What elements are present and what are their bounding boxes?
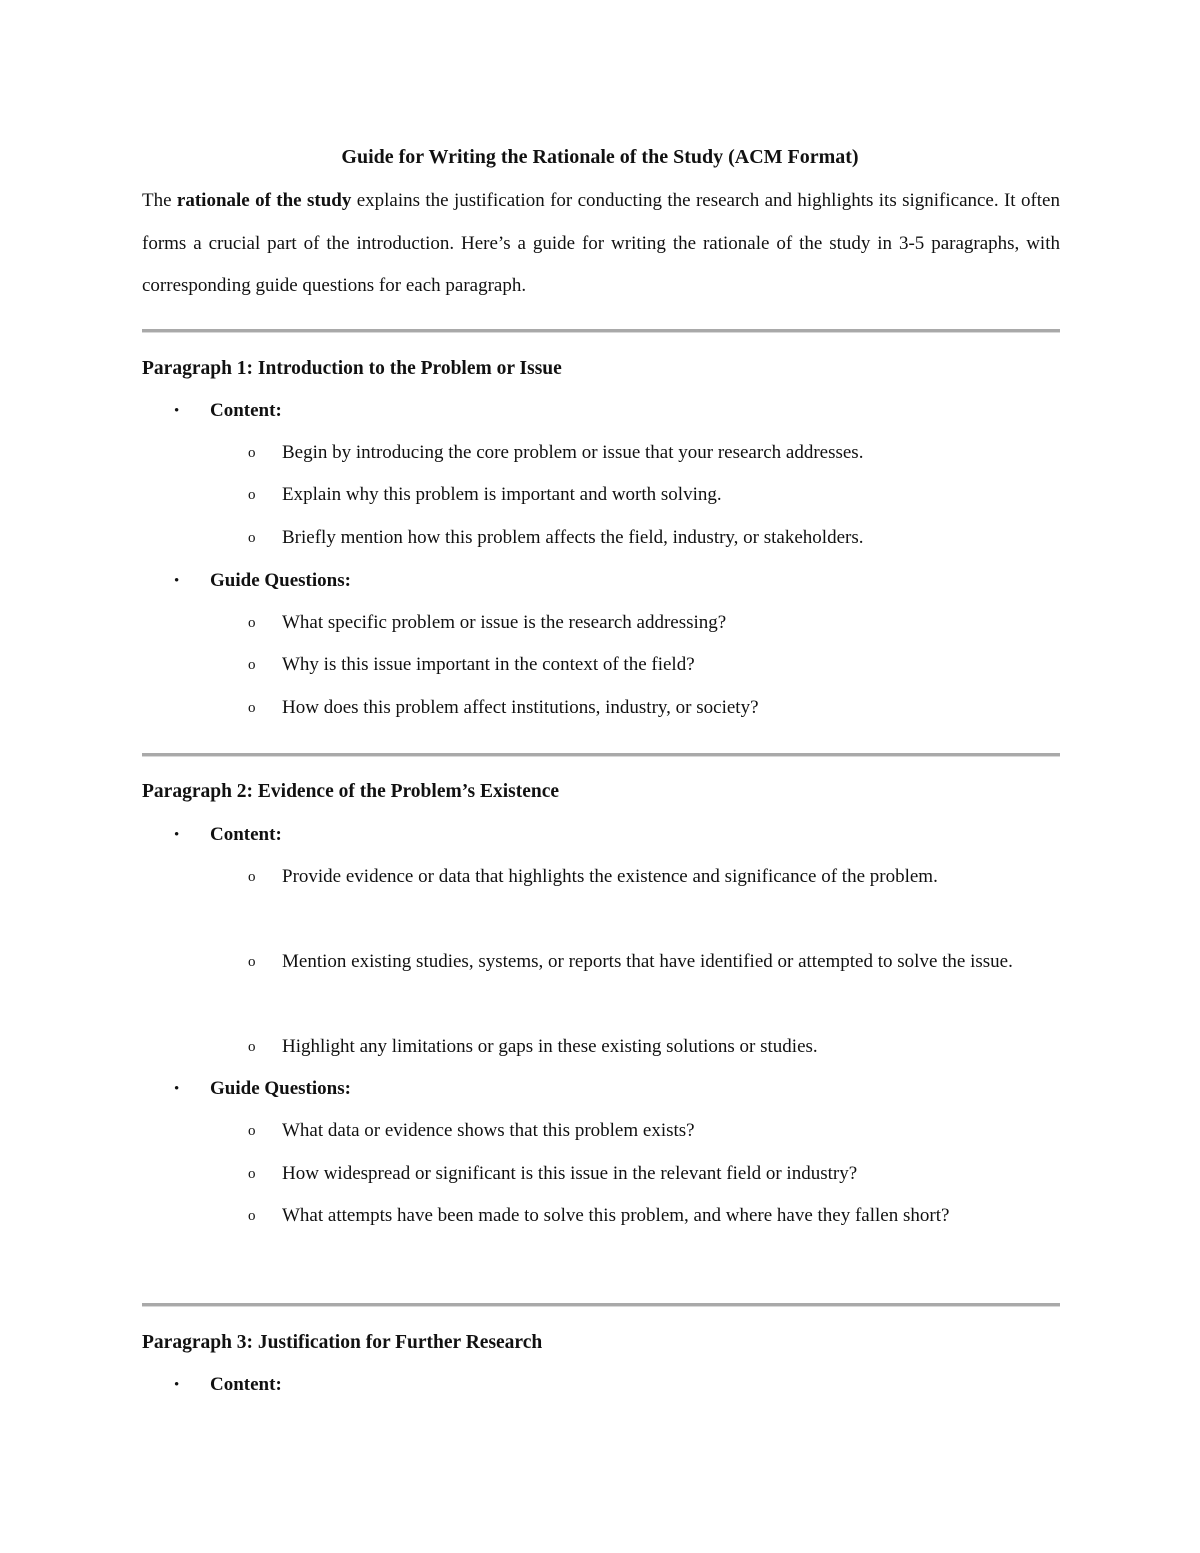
sub-bullet-marker: o xyxy=(248,700,256,716)
sub-bullet-marker: o xyxy=(248,1166,256,1182)
bullet-marker: • xyxy=(174,1377,180,1393)
sub-bullet-marker: o xyxy=(248,615,256,631)
list-item-text: What attempts have been made to solve this problem, and where have they fallen short? xyxy=(282,1205,950,1226)
section-heading-1: Paragraph 1: Introduction to the Problem or Issue xyxy=(142,358,562,379)
list-item-text: Why is this issue important in the context of the field? xyxy=(282,654,695,675)
section-divider xyxy=(142,753,1060,757)
intro-rest: explains the justification for conducting the research and highlights its significance. It often forms a crucial part of the introduction. Here’s a guide for writing the rationale of the study in 3-5 paragraphs, with corresponding guide questions for each paragraph. xyxy=(142,190,1060,296)
list-item-text: What specific problem or issue is the research addressing? xyxy=(282,612,727,633)
sub-bullet-marker: o xyxy=(248,1208,256,1224)
content-label: Content: xyxy=(210,400,282,421)
section-heading-3: Paragraph 3: Justification for Further Research xyxy=(142,1332,543,1353)
sub-bullet-marker: o xyxy=(248,487,256,503)
section-divider xyxy=(142,329,1060,333)
bullet-marker: • xyxy=(174,403,180,419)
list-item-text: Mention existing studies, systems, or reports that have identified or attempted to solve the issue. xyxy=(282,951,1013,972)
intro-paragraph xyxy=(142,180,1060,308)
page-title: Guide for Writing the Rationale of the Study (ACM Format) xyxy=(341,146,859,168)
list-item-text: How does this problem affect institutions, industry, or society? xyxy=(282,697,759,718)
bullet-marker: • xyxy=(174,1081,180,1097)
sub-bullet-marker: o xyxy=(248,869,256,885)
bullet-marker: • xyxy=(174,827,180,843)
list-item-text: What data or evidence shows that this problem exists? xyxy=(282,1120,695,1141)
intro-prefix: The xyxy=(142,190,177,211)
guide-questions-label: Guide Questions: xyxy=(210,570,351,591)
intro-bold-term: rationale of the study xyxy=(176,190,352,211)
guide-questions-label: Guide Questions: xyxy=(210,1078,351,1099)
sub-bullet-marker: o xyxy=(248,445,256,461)
list-item-text: How widespread or significant is this issue in the relevant field or industry? xyxy=(282,1163,858,1184)
sub-bullet-marker: o xyxy=(248,1039,256,1055)
sub-bullet-marker: o xyxy=(248,1123,256,1139)
list-item-text: Highlight any limitations or gaps in these existing solutions or studies. xyxy=(282,1036,818,1057)
section-divider xyxy=(142,1303,1060,1307)
content-label: Content: xyxy=(210,1374,282,1395)
sub-bullet-marker: o xyxy=(248,954,256,970)
list-item-text: Begin by introducing the core problem or issue that your research addresses. xyxy=(282,442,864,463)
list-item-text: Provide evidence or data that highlights the existence and significance of the problem. xyxy=(282,866,938,887)
sub-bullet-marker: o xyxy=(248,530,256,546)
sub-bullet-marker: o xyxy=(248,657,256,673)
list-item-text: Explain why this problem is important and worth solving. xyxy=(282,484,722,505)
bullet-marker: • xyxy=(174,573,180,589)
content-label: Content: xyxy=(210,824,282,845)
list-item-text: Briefly mention how this problem affects the field, industry, or stakeholders. xyxy=(282,527,864,548)
section-heading-2: Paragraph 2: Evidence of the Problem’s Existence xyxy=(142,781,560,802)
